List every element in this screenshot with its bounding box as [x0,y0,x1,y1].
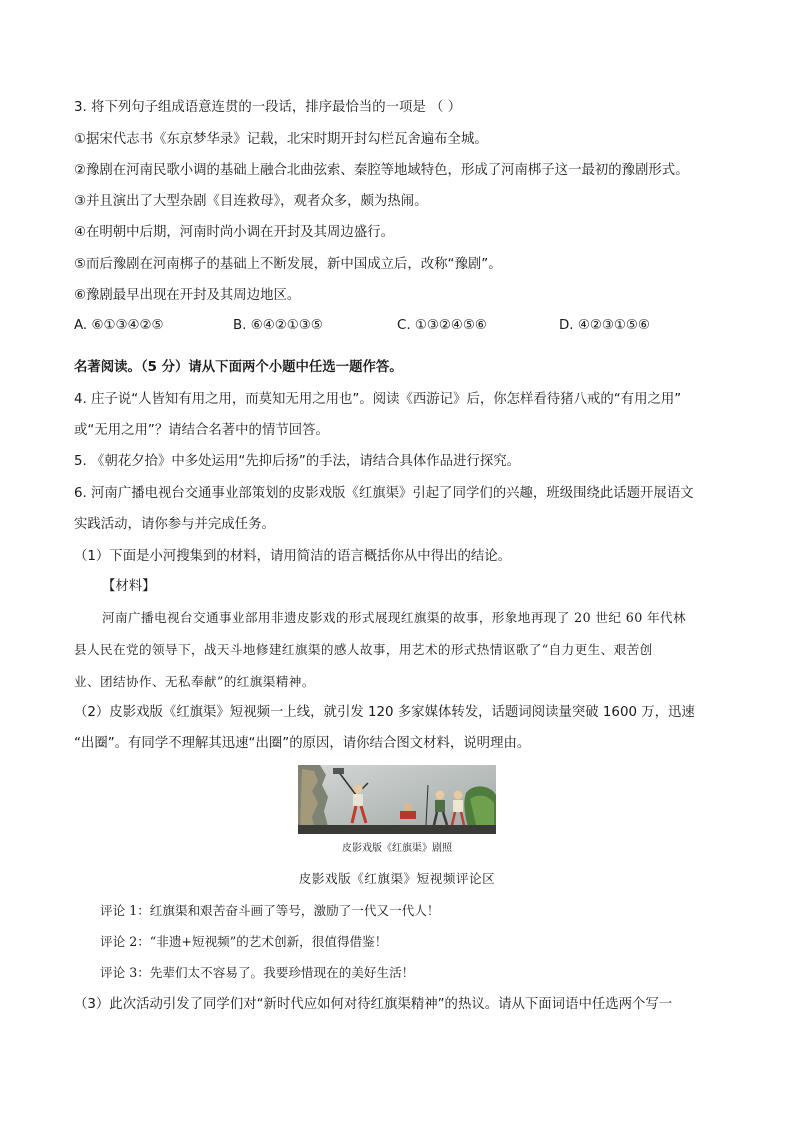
q6-sub2-line-2: “出圈”。有同学不理解其迅速“出圈”的原因，请你结合图文材料，说明理由。 [74,736,531,751]
reading-header: 名著阅读。（5 分）请从下面两个小题中任选一题作答。 [74,360,403,375]
comment-3: 评论 3：先辈们太不容易了。我要珍惜现在的美好生活！ [100,965,415,980]
photo-caption: 皮影戏版《红旗渠》剧照 [342,843,452,854]
q6-intro-line-1: 6. 河南广播电视台交通事业部策划的皮影戏版《红旗渠》引起了同学们的兴趣，班级围绕此话题开展语文 [74,486,694,501]
q3-option-d: D. ④②③①⑤⑥ [559,318,650,333]
material-line-3: 业、团结协作、无私奉献”的红旗渠精神。 [74,674,315,689]
comment-2: 评论 2：“非遗+短视频”的艺术创新，很值得借鉴！ [100,934,388,949]
q3-stem: 3. 将下列句子组成语意连贯的一段话，排序最恰当的一项是 （ ） [74,100,462,115]
q3-options [74,318,714,336]
q6-sub3: （3）此次活动引发了同学们对“新时代应如何对待红旗渠精神”的热议。请从下面词语中任选两个写一 [74,997,673,1012]
q6-sub2-line-1: （2）皮影戏版《红旗渠》短视频一上线，就引发 120 多家媒体转发，话题词阅读量突破 1600 万，迅速 [74,705,695,720]
q3-option-c: C. ①③②④⑤⑥ [397,318,487,333]
material-label: 【材料】 [102,579,156,594]
q4-line-2: 或“无用之用”？请结合名著中的情节回答。 [74,423,329,438]
material-line-1: 河南广播电视台交通事业部用非遗皮影戏的形式展现红旗渠的故事，形象地再现了 20 世纪 60 年代林 [102,610,687,625]
q6-sub1: （1）下面是小河搜集到的材料，请用简洁的语言概括你从中得出的结论。 [74,549,512,564]
q4-line-1: 4. 庄子说“人皆知有用之用，而莫知无用之用也”。阅读《西游记》后，你怎样看待猪八戒的“有用之用” [74,392,682,407]
comment-1: 评论 1：红旗渠和艰苦奋斗画了等号，激励了一代又一代人！ [100,903,440,918]
comment-section-title: 皮影戏版《红旗渠》短视频评论区 [298,871,496,886]
q6-intro-line-2: 实践活动，请你参与并完成任务。 [74,517,275,532]
q3-option-b: B. ⑥④②①③⑤ [233,318,323,333]
material-line-2: 县人民在党的领导下，战天斗地修建红旗渠的感人故事，用艺术的形式热情讴歌了“自力更生、艰苦创 [74,642,653,657]
q3-sentence-6: ⑥豫剧最早出现在开封及其周边地区。 [74,288,301,303]
q5-text: 5. 《朝花夕拾》中多处运用“先抑后扬”的手法，请结合具体作品进行探究。 [74,454,521,469]
q3-sentence-1: ①据宋代志书《东京梦华录》记载，北宋时期开封勾栏瓦舍遍布全城。 [74,132,488,147]
q3-sentence-4: ④在明朝中后期，河南时尚小调在开封及其周边盛行。 [74,225,394,240]
shadow-puppet-photo [298,765,496,834]
q3-sentence-3: ③并且演出了大型杂剧《目连救母》，观者众多，颇为热闹。 [74,194,428,209]
q3-sentence-5: ⑤而后豫剧在河南梆子的基础上不断发展，新中国成立后，改称“豫剧”。 [74,257,502,272]
q3-sentence-2: ②豫剧在河南民歌小调的基础上融合北曲弦索、秦腔等地域特色，形成了河南梆子这一最初的豫剧形式。 [74,163,689,178]
q3-option-a: A. ⑥①③④②⑤ [74,318,164,333]
